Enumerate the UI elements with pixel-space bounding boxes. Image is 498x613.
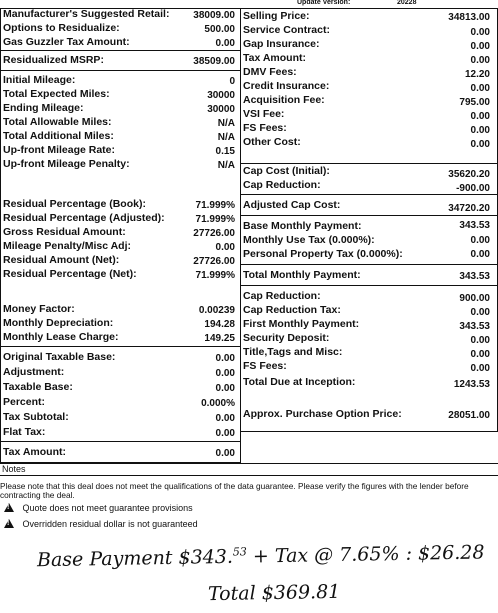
cap-reduction-value: -900.00 (456, 183, 490, 194)
mileage-penalty-misc-adj-label: Mileage Penalty/Misc Adj: (3, 240, 131, 252)
total-expected-miles-label: Total Expected Miles: (3, 88, 110, 100)
selling-price-label: Selling Price: (243, 10, 310, 22)
base-monthly-payment-label: Base Monthly Payment: (243, 220, 362, 232)
page-header (0, 0, 498, 7)
monthly-use-tax-0-000-label: Monthly Use Tax (0.000%): (243, 234, 375, 246)
residual-amount-net-value: 27726.00 (193, 256, 235, 267)
left-divider (0, 70, 241, 71)
total-allowable-miles-value: N/A (217, 118, 235, 129)
manufacturer-s-suggested-retail-label: Manufacturer's Suggested Retail: (3, 8, 170, 20)
left-divider (0, 50, 241, 51)
warning-text-1: Quote does not meet guarantee provisions (22, 503, 193, 513)
options-to-residualize-label: Options to Residualize: (3, 22, 120, 34)
adjusted-cap-cost-value: 34720.20 (448, 203, 490, 214)
monthly-use-tax-0-000-value: 0.00 (470, 235, 490, 246)
tax-amount-label: Tax Amount: (3, 446, 66, 458)
first-monthly-payment-label: First Monthly Payment: (243, 318, 360, 330)
mileage-penalty-misc-adj-value: 0.00 (215, 242, 235, 253)
residual-percentage-adjusted-label: Residual Percentage (Adjusted): (3, 212, 165, 224)
other-cost-label: Other Cost: (243, 136, 301, 148)
dmv-fees-value: 12.20 (464, 69, 490, 80)
total-due-at-inception-label: Total Due at Inception: (243, 376, 356, 388)
warning-text-2: Overridden residual dollar is not guaranteed (22, 519, 198, 529)
flat-tax-label: Flat Tax: (3, 426, 46, 438)
manufacturer-s-suggested-retail-value: 38009.00 (193, 10, 235, 21)
gap-insurance-label: Gap Insurance: (243, 38, 320, 50)
money-factor-label: Money Factor: (3, 303, 75, 315)
vsi-fee-value: 0.00 (470, 111, 490, 122)
service-contract-label: Service Contract: (243, 24, 330, 36)
gross-residual-amount-label: Gross Residual Amount: (3, 226, 126, 238)
cap-reduction-tax-value: 0.00 (470, 307, 490, 318)
monthly-lease-charge-label: Monthly Lease Charge: (3, 331, 119, 343)
right-divider (240, 285, 498, 286)
selling-price-value: 34813.00 (448, 12, 490, 23)
first-monthly-payment-value: 343.53 (459, 321, 490, 332)
residual-percentage-book-value: 71.999% (195, 200, 235, 211)
handwritten-note-line1: Base Payment $343.53 + Tax @ 7.65% : $26.28 (36, 541, 485, 572)
notes-text-line2: contracting the deal. (0, 490, 75, 500)
monthly-lease-charge-value: 149.25 (204, 333, 235, 344)
up-front-mileage-penalty-label: Up-front Mileage Penalty: (3, 158, 130, 170)
base-monthly-payment-value: 343.53 (459, 220, 490, 231)
residualized-msrp-label: Residualized MSRP: (3, 54, 104, 66)
right-divider (240, 264, 498, 265)
monthly-depreciation-value: 194.28 (204, 319, 235, 330)
warning-row-2 (4, 519, 198, 529)
acquisition-fee-value: 795.00 (459, 97, 490, 108)
residual-percentage-net-value: 71.999% (195, 270, 235, 281)
cap-reduction-tax-label: Cap Reduction Tax: (243, 304, 341, 316)
initial-mileage-label: Initial Mileage: (3, 74, 76, 86)
adjusted-cap-cost-label: Adjusted Cap Cost: (243, 199, 341, 211)
right-divider (240, 163, 498, 164)
warning-icon (4, 519, 14, 528)
residual-percentage-adjusted-value: 71.999% (195, 214, 235, 225)
warning-icon (4, 503, 14, 512)
tax-amount-value: 0.00 (215, 448, 235, 459)
approx-purchase-option-price-label: Approx. Purchase Option Price: (243, 408, 402, 420)
fs-fees-label: FS Fees: (243, 122, 287, 134)
adjustment-value: 0.00 (215, 368, 235, 379)
cap-reduction-label: Cap Reduction: (243, 179, 321, 191)
flat-tax-value: 0.00 (215, 428, 235, 439)
right-divider (240, 215, 498, 216)
total-monthly-payment-label: Total Monthly Payment: (243, 269, 361, 281)
monthly-depreciation-label: Monthly Depreciation: (3, 317, 114, 329)
total-allowable-miles-label: Total Allowable Miles: (3, 116, 112, 128)
cap-reduction-label: Cap Reduction: (243, 290, 321, 302)
residualized-msrp-value: 38509.00 (193, 56, 235, 67)
credit-insurance-value: 0.00 (470, 83, 490, 94)
residual-percentage-net-label: Residual Percentage (Net): (3, 268, 137, 280)
residual-percentage-book-label: Residual Percentage (Book): (3, 198, 146, 210)
adjustment-label: Adjustment: (3, 366, 65, 378)
gas-guzzler-tax-amount-label: Gas Guzzler Tax Amount: (3, 36, 130, 48)
left-divider (0, 441, 241, 442)
up-front-mileage-penalty-value: N/A (217, 160, 235, 171)
tax-subtotal-label: Tax Subtotal: (3, 411, 69, 423)
other-cost-value: 0.00 (470, 139, 490, 150)
gap-insurance-value: 0.00 (470, 41, 490, 52)
right-divider (240, 194, 498, 195)
fs-fees-value: 0.00 (470, 125, 490, 136)
personal-property-tax-0-000-value: 0.00 (470, 249, 490, 260)
fs-fees-value: 0.00 (470, 363, 490, 374)
dmv-fees-label: DMV Fees: (243, 66, 297, 78)
credit-insurance-label: Credit Insurance: (243, 80, 330, 92)
up-front-mileage-rate-label: Up-front Mileage Rate: (3, 144, 116, 156)
notes-section (0, 463, 498, 533)
notes-text-line1: Please note that this deal does not meet the qualifications of the data guarantee. Please verify the figures with the lender before (0, 481, 469, 491)
cap-reduction-value: 900.00 (459, 293, 490, 304)
personal-property-tax-0-000-label: Personal Property Tax (0.000%): (243, 248, 403, 260)
percent-value: 0.000% (201, 398, 235, 409)
notes-title: Notes (2, 464, 26, 474)
original-taxable-base-value: 0.00 (215, 353, 235, 364)
left-divider (0, 346, 241, 347)
tax-subtotal-value: 0.00 (215, 413, 235, 424)
gross-residual-amount-value: 27726.00 (193, 228, 235, 239)
service-contract-value: 0.00 (470, 27, 490, 38)
cap-cost-initial-label: Cap Cost (Initial): (243, 165, 330, 177)
up-front-mileage-rate-value: 0.15 (215, 146, 235, 157)
cap-cost-initial-value: 35620.20 (448, 169, 490, 180)
initial-mileage-value: 0 (229, 76, 235, 87)
update-version-value: 20228 (397, 0, 417, 6)
vsi-fee-label: VSI Fee: (243, 108, 285, 120)
warning-row-1 (4, 503, 193, 513)
fs-fees-label: FS Fees: (243, 360, 287, 372)
taxable-base-value: 0.00 (215, 383, 235, 394)
gas-guzzler-tax-amount-value: 0.00 (215, 38, 235, 49)
tax-amount-value: 0.00 (470, 55, 490, 66)
total-monthly-payment-value: 343.53 (459, 271, 490, 282)
total-due-at-inception-value: 1243.53 (453, 379, 490, 390)
title-tags-and-misc-value: 0.00 (470, 349, 490, 360)
security-deposit-label: Security Deposit: (243, 332, 330, 344)
ending-mileage-label: Ending Mileage: (3, 102, 84, 114)
ending-mileage-value: 30000 (207, 104, 235, 115)
security-deposit-value: 0.00 (470, 335, 490, 346)
total-expected-miles-value: 30000 (207, 90, 235, 101)
update-version-label: Update Version: (297, 0, 351, 6)
total-additional-miles-label: Total Additional Miles: (3, 130, 114, 142)
original-taxable-base-label: Original Taxable Base: (3, 351, 116, 363)
residual-panel-rows (0, 8, 241, 463)
approx-purchase-option-price-value: 28051.00 (448, 410, 490, 421)
title-tags-and-misc-label: Title,Tags and Misc: (243, 346, 343, 358)
options-to-residualize-value: 500.00 (204, 24, 235, 35)
residual-amount-net-label: Residual Amount (Net): (3, 254, 120, 266)
acquisition-fee-label: Acquisition Fee: (243, 94, 325, 106)
total-additional-miles-value: N/A (217, 132, 235, 143)
handwritten-note-line2: Total $369.81 (207, 580, 341, 606)
money-factor-value: 0.00239 (198, 305, 235, 316)
pricing-panel-rows (240, 8, 492, 432)
taxable-base-label: Taxable Base: (3, 381, 73, 393)
tax-amount-label: Tax Amount: (243, 52, 306, 64)
percent-label: Percent: (3, 396, 46, 408)
